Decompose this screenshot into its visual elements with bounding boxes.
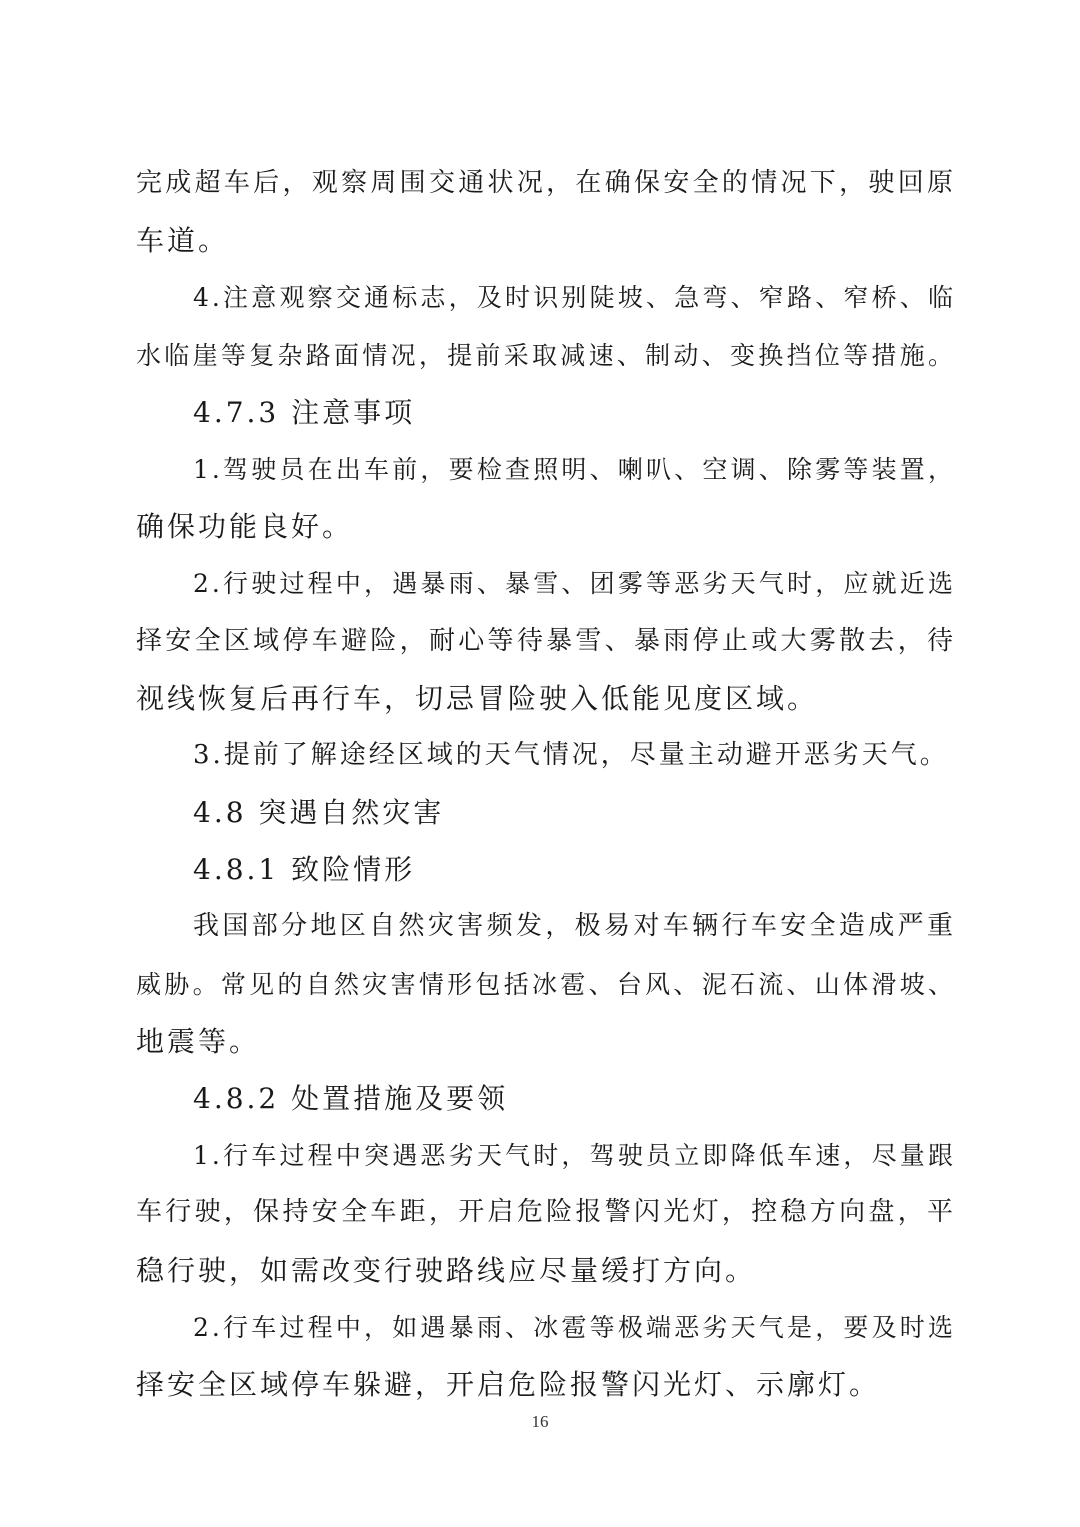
body-line: 2.行车过程中，如遇暴雨、冰雹等极端恶劣天气是，要及时选 — [193, 1312, 956, 1342]
page-body — [136, 155, 956, 1413]
body-line: 4.注意观察交通标志，及时识别陡坡、急弯、窄路、窄桥、临 — [193, 283, 956, 313]
body-line: 水临崖等复杂路面情况，提前采取减速、制动、变换挡位等措施。 — [136, 340, 956, 370]
body-line: 2.行驶过程中，遇暴雨、暴雪、团雾等恶劣天气时，应就近选 — [193, 569, 956, 599]
body-line: 我国部分地区自然灾害频发，极易对车辆行车安全造成严重 — [193, 911, 956, 942]
body-line: 1.驾驶员在出车前，要检查照明、喇叭、空调、除雾等装置， — [193, 454, 956, 484]
section-heading: 4.8.1 致险情形 — [193, 853, 416, 887]
body-line: 择安全区域停车避险，耐心等待暴雪、暴雨停止或大雾散去，待 — [136, 625, 956, 656]
body-line: 稳行驶，如需改变行驶路线应尽量缓打方向。 — [136, 1253, 757, 1287]
body-line: 择安全区域停车躲避，开启危险报警闪光灯、示廓灯。 — [136, 1367, 881, 1401]
body-line: 完成超车后，观察周围交通状况，在确保安全的情况下，驶回原 — [136, 168, 956, 198]
section-heading: 4.8 突遇自然灾害 — [193, 796, 445, 830]
body-line: 车道。 — [136, 224, 230, 258]
body-line: 3.提前了解途经区域的天气情况，尽量主动避开恶劣天气。 — [193, 739, 949, 770]
section-heading: 4.8.2 处置措施及要领 — [193, 1082, 509, 1115]
body-line: 威胁。常见的自然灾害情形包括冰雹、台风、泥石流、山体滑坡、 — [136, 969, 956, 999]
body-line: 视线恢复后再行车，切忌冒险驶入低能见度区域。 — [136, 681, 819, 715]
section-heading: 4.7.3 注意事项 — [193, 395, 416, 429]
body-line: 1.行车过程中突遇恶劣天气时，驾驶员立即降低车速，尽量跟 — [193, 1141, 956, 1171]
body-line: 车行驶，保持安全车距，开启危险报警闪光灯，控稳方向盘，平 — [136, 1197, 956, 1228]
body-line: 确保功能良好。 — [136, 510, 354, 544]
page-number: 16 — [531, 1412, 549, 1431]
body-line: 地震等。 — [136, 1024, 261, 1058]
